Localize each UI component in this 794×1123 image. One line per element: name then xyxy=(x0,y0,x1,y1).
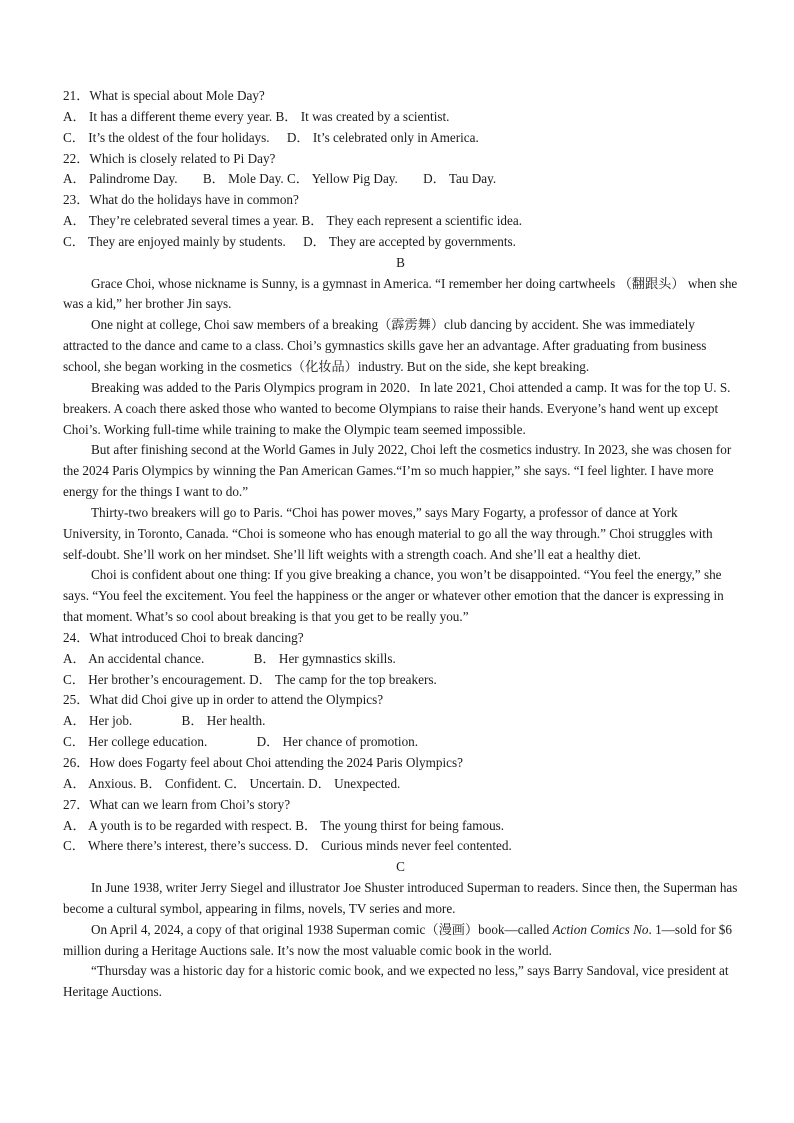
option-d: D． Tau Day. xyxy=(423,171,497,187)
q24 xyxy=(63,628,738,691)
passage-c-paragraph-1: In June 1938, writer Jerry Siegel and illustrator Joe Shuster introduced Superman to readers. Since then, the Superman has become a cultural symbol, appearing in films, novels, TV series and more. xyxy=(63,880,738,916)
options-line xyxy=(63,232,738,253)
option-b: B． The young thirst for being famous. xyxy=(295,817,505,833)
question-stem: 27．What can we learn from Choi’s story? xyxy=(63,796,291,812)
passage-c-paragraph-3: “Thursday was a historic day for a historic comic book, and we expected no less,” says Barry Sandoval, vice president at Heritage Auctions. xyxy=(63,963,729,1000)
option-b: B． Mole Day. xyxy=(202,171,284,187)
options-line xyxy=(63,169,738,190)
option-d: D． The camp for the top breakers. xyxy=(249,671,437,687)
option-d: D． Curious minds never feel contented. xyxy=(294,838,512,854)
passage-b-paragraph-3: Breaking was added to the Paris Olympics program in 2020．In late 2021, Choi attended a camp. It was for the top U. S. breakers. A coach there asked those who wanted to become Olympians to raise their hands. Everyone’s hand went up except Choi’s. Working full-time while training to make the Olympic team seemed impossible. xyxy=(63,379,731,437)
option-a: A． A youth is to be regarded with respect. xyxy=(63,817,292,833)
options-line xyxy=(63,711,738,732)
q25 xyxy=(63,690,738,753)
option-c: C． It’s the oldest of the four holidays. xyxy=(63,129,270,145)
option-a: A． An accidental chance. xyxy=(63,650,205,666)
comic-title: Action Comics No xyxy=(552,921,649,937)
option-a: A． They’re celebrated several times a year. xyxy=(63,213,299,229)
passage-c-paragraph-2 xyxy=(63,920,738,962)
option-d: D． It’s celebrated only in America. xyxy=(286,129,479,145)
question-stem: 24．What introduced Choi to break dancing? xyxy=(63,629,304,645)
options-line xyxy=(63,774,738,795)
passage-b-paragraph-2: One night at college, Choi saw members of a breaking（霹雳舞）club dancing by accident. She was immediately attracted to the dance and came to a class. Choi’s gymnastics skills gave her an advantage. After graduating from business school, she began working in the cosmetics（化妆品）industry. But on the side, she kept breaking. xyxy=(63,317,707,374)
question-stem: 21．What is special about Mole Day? xyxy=(63,88,265,103)
options-line xyxy=(63,732,738,753)
option-d: D． Her chance of promotion. xyxy=(256,734,419,750)
option-b: B． Confident. xyxy=(139,775,221,791)
option-a: A． It has a different theme every year. xyxy=(63,108,273,124)
option-b: B． They each represent a scientific idea. xyxy=(301,213,523,229)
option-b: B． It was created by a scientist. xyxy=(275,108,450,124)
options-line xyxy=(63,128,738,149)
option-b: B． Her gymnastics skills. xyxy=(253,650,396,666)
options-line xyxy=(63,107,738,128)
options-line xyxy=(63,211,738,232)
options-line xyxy=(63,649,738,670)
options-line xyxy=(63,670,738,691)
option-a: A． Anxious. xyxy=(63,775,137,791)
option-d: D． They are accepted by governments. xyxy=(303,233,516,249)
q27 xyxy=(63,795,738,858)
option-c: C． Yellow Pig Day. xyxy=(286,171,398,187)
option-d: D． Unexpected. xyxy=(308,775,401,791)
option-c: C． They are enjoyed mainly by students. xyxy=(63,233,286,249)
paragraph-text-end: . 1—sold for $6 million during a Heritage Auctions sale. It’s now the most valuable comic book in the world. xyxy=(63,921,732,958)
section-c-heading: C xyxy=(396,859,405,875)
option-c: C． Uncertain. xyxy=(224,775,305,791)
passage-b-paragraph-4: But after finishing second at the World Games in July 2022, Choi left the cosmetics industry. In 2023, she was chosen for the 2024 Paris Olympics by winning the Pan American Games.“I’m so much happier,” she says. “I feel lighter. I have more energy for the things I want to do.” xyxy=(63,442,732,500)
question-stem: 26．How does Fogarty feel about Choi attending the 2024 Paris Olympics? xyxy=(63,755,463,770)
question-stem: 23．What do the holidays have in common? xyxy=(63,192,299,208)
q22 xyxy=(63,149,738,191)
question-stem: 25．What did Choi give up in order to attend the Olympics? xyxy=(63,692,384,708)
options-line xyxy=(63,836,738,857)
option-c: C． Her college education. xyxy=(63,734,208,750)
passage-b-paragraph-1: Grace Choi, whose nickname is Sunny, is a gymnast in America. “I remember her doing cartwheels （翻跟头） when she was a kid,” her brother Jin says. xyxy=(63,275,738,312)
option-a: A． Palindrome Day. xyxy=(63,171,178,187)
option-a: A． Her job. xyxy=(63,713,133,729)
option-c: C． Where there’s interest, there’s success. xyxy=(63,838,292,854)
passage-b-paragraph-6: Choi is confident about one thing: If you give breaking a chance, you won’t be disappointed. “You feel the energy,” she says. “You feel the excitement. You feel the happiness or the anger or whatever other emotion that the dancer is expressing in that moment. What’s so cool about breaking is that you get to be really you.” xyxy=(63,567,724,625)
options-line xyxy=(63,816,738,837)
passage-b-paragraph-5: Thirty-two breakers will go to Paris. “Choi has power moves,” says Mary Fogarty, a professor of dance at York University, in Toronto, Canada. “Choi is someone who has enough material to go all the way through.” Choi struggles with self-doubt. She’ll work on her mindset. She’ll lift weights with a strength coach. And she’ll eat a healthy diet. xyxy=(63,504,713,562)
q21 xyxy=(63,86,738,149)
paragraph-text-start: On April 4, 2024, a copy of that original 1938 Superman comic（漫画）book—called xyxy=(91,921,553,937)
q26 xyxy=(63,753,738,795)
question-stem: 22．Which is closely related to Pi Day? xyxy=(63,150,276,166)
option-c: C． Her brother’s encouragement. xyxy=(63,671,246,687)
section-b-heading: B xyxy=(396,254,405,270)
q23 xyxy=(63,190,738,253)
option-b: B． Her health. xyxy=(181,713,266,729)
